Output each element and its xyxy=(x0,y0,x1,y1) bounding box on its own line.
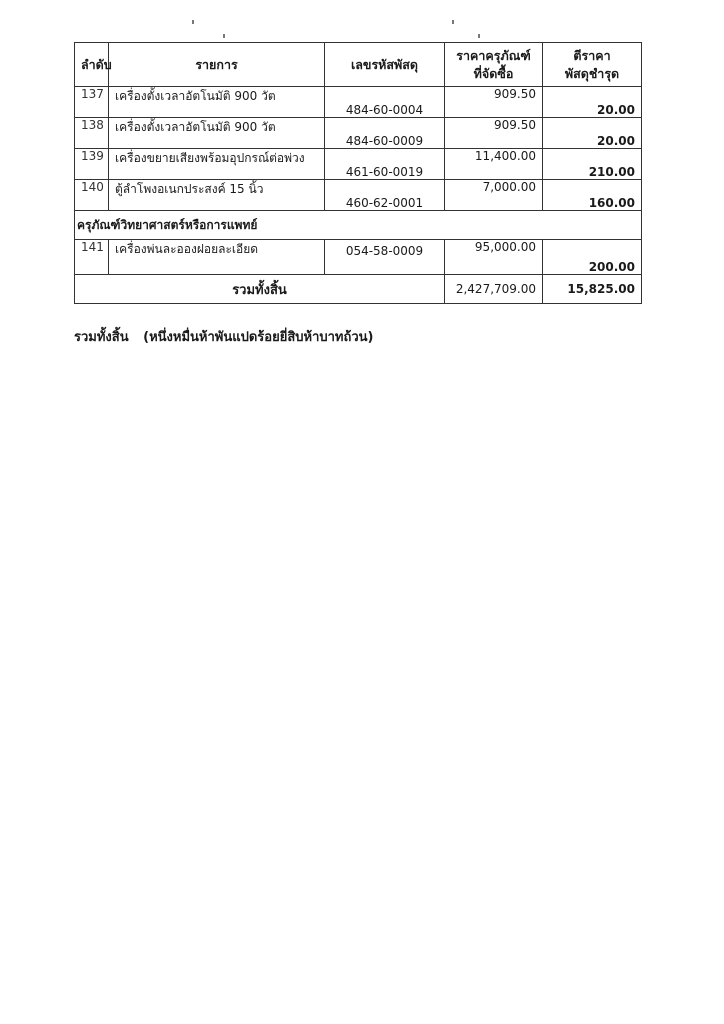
row-item: เครื่องพ่นละอองฝอยละเอียด xyxy=(109,240,325,275)
row-code: 484-60-0009 xyxy=(325,118,445,149)
header-code: เลขรหัสพัสดุ xyxy=(325,43,445,87)
row-depreciation: 200.00 xyxy=(543,240,642,275)
row-price: 7,000.00 xyxy=(445,180,543,211)
scan-speck xyxy=(478,34,480,38)
summary-line xyxy=(74,326,384,347)
header-price-line1: ราคาครุภัณฑ์ xyxy=(456,47,531,63)
row-price: 909.50 xyxy=(445,118,543,149)
row-item: ตู้ลำโพงอเนกประสงค์ 15 นิ้ว xyxy=(109,180,325,211)
table-row xyxy=(75,118,642,149)
row-item: เครื่องขยายเสียงพร้อมอุปกรณ์ต่อพ่วง xyxy=(109,149,325,180)
summary-amount-text: (หนึ่งหมื่นห้าพันแปดร้อยยี่สิบห้าบาทถ้วน) xyxy=(143,330,374,345)
row-price: 95,000.00 xyxy=(445,240,543,275)
row-number: 140 xyxy=(75,180,109,211)
scan-speck xyxy=(452,20,454,24)
table-row xyxy=(75,149,642,180)
row-item: เครื่องตั้งเวลาอัตโนมัติ 900 วัต xyxy=(109,118,325,149)
row-number: 138 xyxy=(75,118,109,149)
header-no: ลำดับ xyxy=(75,43,109,87)
row-code: 054-58-0009 xyxy=(325,240,445,275)
total-depreciation: 15,825.00 xyxy=(543,275,642,304)
header-dep-line2: พัสดุชำรุด xyxy=(564,65,620,81)
table-row xyxy=(75,180,642,211)
row-depreciation: 210.00 xyxy=(543,149,642,180)
row-price: 11,400.00 xyxy=(445,149,543,180)
row-depreciation: 20.00 xyxy=(543,87,642,118)
table-row xyxy=(75,87,642,118)
total-price: 2,427,709.00 xyxy=(445,275,543,304)
row-item: เครื่องตั้งเวลาอัตโนมัติ 900 วัต xyxy=(109,87,325,118)
scan-speck xyxy=(223,34,225,38)
row-code: 484-60-0004 xyxy=(325,87,445,118)
scan-speck xyxy=(192,20,194,24)
total-row xyxy=(75,275,642,304)
asset-disposal-table xyxy=(74,42,642,304)
table-header-row xyxy=(75,43,642,87)
total-label: รวมทั้งสิ้น xyxy=(75,275,445,304)
row-code: 460-62-0001 xyxy=(325,180,445,211)
table-row xyxy=(75,240,642,275)
row-depreciation: 160.00 xyxy=(543,180,642,211)
row-number: 139 xyxy=(75,149,109,180)
header-dep-line1: ตีราคา xyxy=(573,47,611,63)
header-price-line2: ที่จัดซื้อ xyxy=(473,65,514,81)
category-label: ครุภัณฑ์วิทยาศาสตร์หรือการแพทย์ xyxy=(75,211,642,240)
header-depreciation xyxy=(543,43,642,87)
category-row xyxy=(75,211,642,240)
row-number: 137 xyxy=(75,87,109,118)
row-price: 909.50 xyxy=(445,87,543,118)
header-item: รายการ xyxy=(109,43,325,87)
header-price xyxy=(445,43,543,87)
row-code: 461-60-0019 xyxy=(325,149,445,180)
row-depreciation: 20.00 xyxy=(543,118,642,149)
row-number: 141 xyxy=(75,240,109,275)
summary-label: รวมทั้งสิ้น xyxy=(74,330,129,345)
